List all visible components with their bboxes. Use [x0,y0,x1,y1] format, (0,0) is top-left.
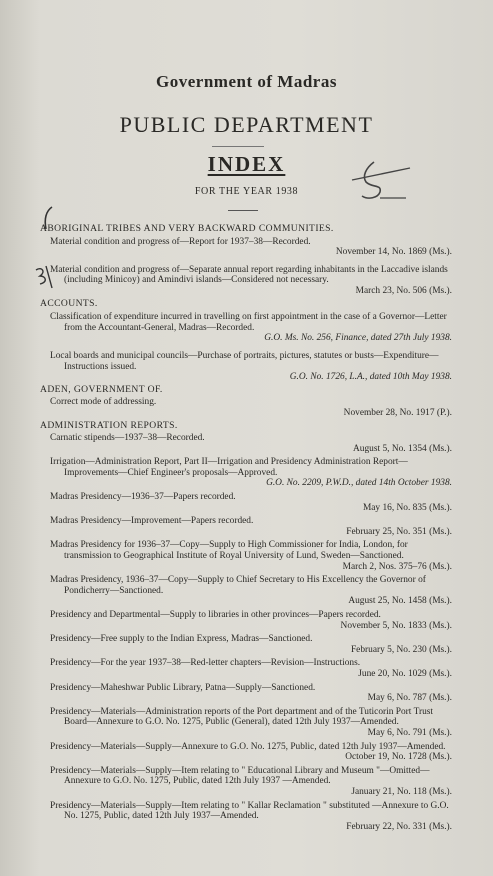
list-item: Presidency and Departmental—Supply to libraries in other provinces—Papers recorded. [50,610,381,620]
reference: May 6, No. 791 (Ms.). [367,727,452,738]
divider [228,210,258,211]
reference: August 5, No. 1354 (Ms.). [353,443,452,454]
reference: November 14, No. 1869 (Ms.). [335,247,452,258]
year-subtitle: FOR THE YEAR 1938 [194,186,299,197]
section-aden [40,385,452,419]
reference: January 21, No. 118 (Ms.). [351,786,452,797]
reference: G.O. No. 2209, P.W.D., dated 14th October 1938. [266,478,452,489]
list-item: Material condition and progress of—Separate annual report regarding inhabitants in the Laccadive islands (including Minicoy) and Amindivi islands—Considered not necessary. [50,264,448,286]
reference: G.O. No. 1726, L.A., dated 10th May 1938. [289,372,452,383]
department-title: PUBLIC DEPARTMENT [119,112,374,137]
reference: May 6, No. 787 (Ms.). [367,693,452,704]
index-title: INDEX [207,152,286,176]
reference: February 5, No. 230 (Ms.). [350,644,452,655]
list-item: Madras Presidency, 1936–37—Copy—Supply to Chief Secretary to His Excellency the Governor of Pondicherry—Sanctioned. [50,575,426,596]
list-item: Correct mode of addressing. [50,397,157,408]
index-content [40,222,452,832]
section-heading: ABORIGINAL TRIBES AND VERY BACKWARD COMMUNITIES. [40,223,334,234]
list-item: Presidency—Materials—Supply—Item relating to " Educational Library and Museum "—Omitted—Annexure to G.O. No. 1275, Public, dated 12th July 1937 —Amended. [50,765,430,787]
reference: G.O. Ms. No. 256, Finance, dated 27th July 1938. [264,333,452,344]
list-item: Presidency—For the year 1937–38—Red-letter chapters—Revision—Instructions. [50,658,361,669]
reference: October 19, No. 1728 (Ms.). [345,752,452,763]
list-item: Presidency—Maheshwar Public Library, Patna—Supply—Sanctioned. [50,682,316,693]
list-item: Presidency—Free supply to the Indian Express, Madras—Sanctioned. [50,634,313,645]
list-item: Local boards and municipal councils—Purchase of portraits, pictures, statutes or busts—Expenditure—Instructions issued. [50,350,439,372]
divider [212,146,264,147]
section-administration-reports [40,421,452,833]
list-item: Classification of expenditure incurred in travelling on first appointment in the case of a Governor—Letter from the Accountant-General, Madras—Recorded. [50,312,447,333]
list-item: Presidency—Materials—Administration reports of the Port department and of the Tuticorin Port Trust Board—Annexure to G.O. No. 1275, Public (General), dated 12th July 1937—Amended. [50,706,434,728]
section-accounts [40,299,452,383]
reference: May 16, No. 835 (Ms.). [362,502,452,513]
list-item: Madras Presidency for 1936–37—Copy—Supply to High Commissioner for India, London, for transmission to Geographical Institute of Royal University of Lund, Sweden—Sanctioned. [50,540,408,562]
reference: June 20, No. 1029 (Ms.). [358,668,452,679]
section-heading: ACCOUNTS. [40,297,98,309]
handwritten-mark-icon [344,158,414,204]
list-item: Madras Presidency—1936–37—Papers recorded. [50,492,236,503]
reference: March 2, Nos. 375–76 (Ms.). [342,561,452,572]
reference: February 25, No. 351 (Ms.). [346,526,452,537]
list-item: Carnatic stipends—1937–38—Recorded. [50,433,205,444]
section-heading: ADEN, GOVERNMENT OF. [40,383,163,395]
reference: November 28, No. 1917 (P.). [343,407,452,418]
section-aboriginal [40,224,452,297]
reference: August 25, No. 1458 (Ms.). [348,596,452,607]
government-title: Government of Madras [156,72,337,91]
reference: November 5, No. 1833 (Ms.). [340,620,452,631]
reference: March 23, No. 506 (Ms.). [355,285,452,296]
list-item: Presidency—Materials—Supply—Annexure to G.O. No. 1275, Public, dated 12th July 1937—Amended. [50,741,446,752]
list-item: Madras Presidency—Improvement—Papers recorded. [50,516,254,527]
list-item: Material condition and progress of—Report for 1937–38—Recorded. [50,236,311,247]
list-item: Irrigation—Administration Report, Part II—Irrigation and Presidency Administration Report—Improvements—Chief Engineer's proposals—Approved. [50,457,408,478]
list-item: Presidency—Materials—Supply—Item relating to " Kallar Reclamation " substituted —Annexure to G.O. No. 1275, Public, dated 12th July 1937—Amended. [50,800,449,822]
reference: February 22, No. 331 (Ms.). [346,821,452,832]
section-heading: ADMINISTRATION REPORTS. [40,419,178,431]
